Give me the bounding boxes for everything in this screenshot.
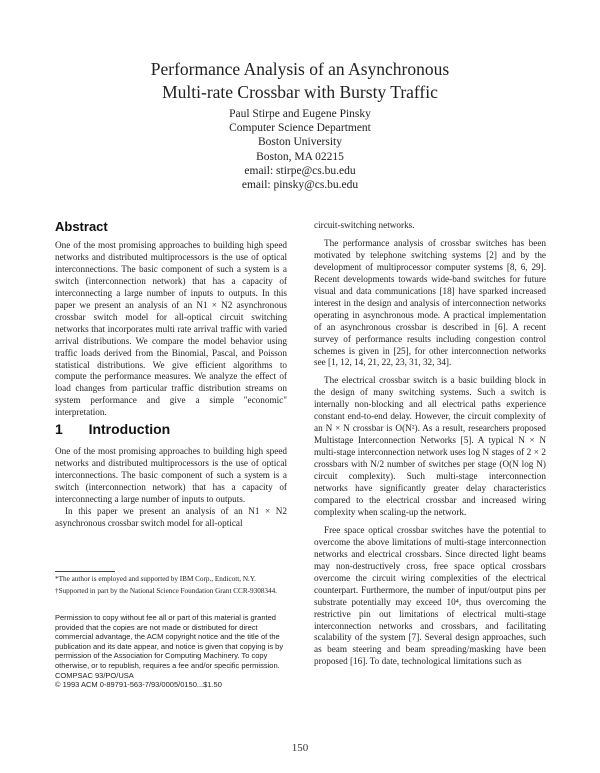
conference-line: COMPSAC 93/PO/USA (55, 670, 134, 680)
authors: Paul Stirpe and Eugene Pinsky (229, 108, 371, 120)
section-number: 1 (55, 421, 63, 437)
university: Boston University (257, 136, 342, 149)
right-column (314, 220, 546, 668)
right-paragraph-3: Free space optical crossbar switches have the potential to overcome the above limitations of multi-stage interconnection networks and electrical crossbars. Since directed light beams may non-destructively cross, free space optical crossbars overcome the circuit wiring complexities of the electrical counterpart. Furthermore, the number of input/output pins per substrate potentially may exceed 10⁴, thus overcoming the restrictive pin out limitations of electrical multi-stage interconnection networks and crossbars, and facilitating scalability of the system [7]. Several design approaches, such as beam steering and beam spreading/masking have been proposed [16]. To date, technological limitations such as (314, 524, 546, 667)
right-paragraph-1: The performance analysis of crossbar switches has been motivated by telephone switching systems [2] and by the development of multiprocessor computer systems [8, 6, 29]. Recent developments towards wide-band switches for future visual and data communications [18] have sparked increased interest in the design and analysis of interconnection networks operating in asynchronous mode. A practical implementation of an asynchronous crossbar is described in [6]. A recent survey of performance results including congestion control schemes is given in [25], for other interconnection networks see [1, 12, 14, 21, 22, 23, 31, 32, 34]. (314, 237, 546, 368)
abstract-heading: Abstract (55, 219, 108, 234)
right-paragraph-2: The electrical crossbar switch is a basic building block in the design of many switching systems. Such a switch is internally non-blocking and all electrical paths experience constant end-to-end delay. However, the circuit complexity of an N × N crossbar is O(N²). As a result, researchers proposed Multistage Interconnection Networks [5]. A typical N × N multi-stage interconnection network uses log N stages of 2 × 2 crossbars with N/2 number of switches per stage (O(N log N) circuit complexity). Such multi-stage interconnection networks have significantly greater delay characteristics compared to the electrical crossbar and increased wiring complexity when scaling-up the network. (314, 375, 546, 517)
intro-paragraph-1: One of the most promising approaches to building high speed networks and distributed multiprocessors is the use of optical interconnections. The basic component of such a system is a switch (interconnection network) that has a capacity of interconnecting a large number of inputs to outputs. (55, 446, 287, 504)
introduction-heading (55, 421, 170, 437)
footnote-rule (55, 571, 115, 572)
paper-title (40, 58, 560, 104)
city: Boston, MA 02215 (256, 150, 344, 163)
section-title: Introduction (88, 421, 171, 437)
title-line-2: Multi-rate Crossbar with Bursty Traffic (162, 82, 438, 102)
abstract-text: One of the most promising approaches to building high speed networks and distributed multiprocessors is the use of optical interconnections. The basic component of such a system is a switch (interconnection network) that has a capacity of interconnecting a large number of inputs to outputs. In this paper we present an analysis of an N1 × N2 asynchronous crossbar switch model for all-optical circuit switching networks that incorporates multi rate arrival traffic with varied arrival distributions. We compare the model behavior using traffic loads derived from the Binomial, Pascal, and Poisson statistical distributions. We give efficient algorithms to compute the performance measures. We analyze the effect of load changes from particular traffic distribution streams on system performance and give a simple "economic" interpretation. (55, 240, 287, 418)
title-line-1: Performance Analysis of an Asynchronous (150, 59, 450, 79)
copyright-line: © 1993 ACM 0-89791-563-7/93/0005/0150...$1.50 (55, 680, 222, 690)
permission-text: Permission to copy without fee all or part of this material is granted provided that the copies are not made or distributed for direct commercial advantage, the ACM copyright notice and the title of the publication and its date appear, and notice is given that copying is by permission of the Association for Computing Machinery. To copy otherwise, or to republish, requires a fee and/or specific permission. (55, 613, 284, 670)
footnote-1: *The author is employed and supported by IBM Corp., Endicott, N.Y. (55, 575, 256, 583)
email-1: email: stirpe@cs.bu.edu (244, 164, 356, 177)
footnote-2: †Supported in part by the National Science Foundation Grant CCR-9308344. (55, 587, 277, 596)
introduction-body (55, 446, 287, 530)
footnotes (55, 575, 287, 599)
page-number: 150 (291, 742, 309, 754)
abstract-body (55, 240, 287, 419)
affiliation: Computer Science Department (229, 122, 371, 135)
author-block (120, 107, 480, 192)
intro-paragraph-2: In this paper we present an analysis of an N1 × N2 asynchronous crossbar switch model for all-optical (55, 505, 287, 528)
email-2: email: pinsky@cs.bu.edu (241, 179, 359, 192)
right-paragraph-0: circuit-switching networks. (314, 220, 415, 230)
permission-notice (55, 613, 287, 690)
